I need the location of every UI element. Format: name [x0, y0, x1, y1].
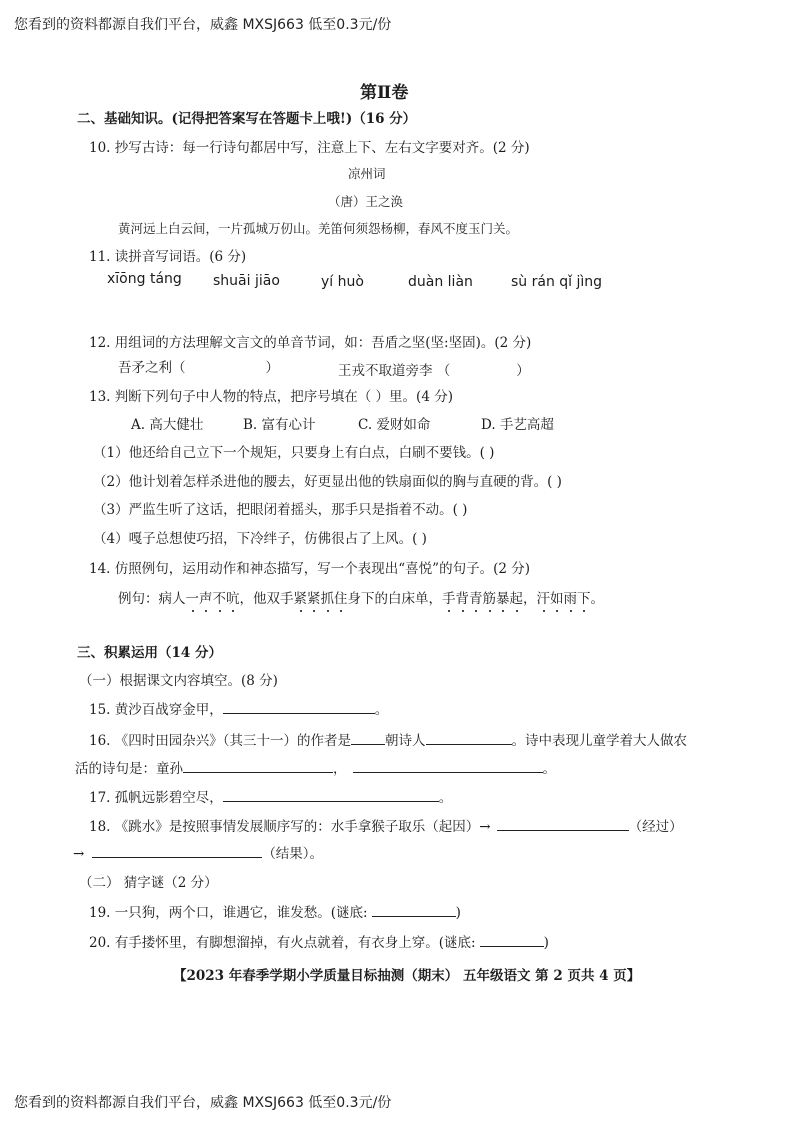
q12-item-a: [118, 356, 279, 376]
q19-end: ): [455, 905, 461, 921]
section3-part2: （二） 猜字谜（2 分）: [79, 875, 218, 891]
q14-example: [118, 587, 604, 607]
q13-option-c: C. 爱财如命: [358, 417, 431, 433]
pinyin-3: yí huò: [321, 274, 364, 290]
q16-text-a: 16. 《四时田园杂兴》（其三十一）的作者是: [89, 733, 352, 749]
q13-item-4: （4）嘎子总想使巧招，下冷绊子，仿佛很占了上风。( ): [93, 531, 427, 547]
q17-blank[interactable]: [223, 787, 439, 802]
q16-line1: [89, 729, 687, 749]
q14-text: 14. 仿照例句，运用动作和神态描写，写一个表现出“喜悦”的句子。(2 分): [89, 561, 530, 577]
section3-heading: 三、积累运用（14 分）: [77, 645, 222, 661]
poem-body: 黄河远上白云间，一片孤城万仞山。羌笛何须怨杨柳，春风不度玉门关。: [118, 221, 519, 236]
q14-example-prefix: 例句：病人: [118, 591, 186, 607]
q14-example-mid: ，他双手: [239, 591, 294, 607]
q16-blank-line1[interactable]: [183, 758, 333, 773]
q19-text: 19. 一只狗，两个口，谁遇它，谁发愁。(谜底:: [89, 905, 368, 921]
q20-text: 20. 有手搂怀里，有脚想溜掉，有火点就着，有衣身上穿。(谜底:: [89, 935, 476, 951]
q18-text: 18. 《跳水》是按照事情发展顺序写的：水手拿猴子取乐（起因）→: [89, 819, 491, 835]
q12-item-b-label: 王戎不取道旁李 （: [338, 363, 451, 379]
q16-line2-c: 。: [542, 761, 556, 777]
q14-example-mid3: ，: [523, 591, 537, 607]
page-footer: 【2023 年春季学期小学质量目标抽测（期末） 五年级语文 第 2 页共 4 页】: [173, 968, 641, 984]
q16-blank-dynasty[interactable]: [351, 730, 385, 745]
q17-text: 17. 孤帆远影碧空尽，: [89, 790, 223, 806]
q11-text: 11. 读拼音写词语。(6 分): [89, 249, 247, 265]
pinyin-2: shuāi jiāo: [213, 273, 280, 289]
pinyin-4: duàn liàn: [408, 274, 473, 290]
q18-blank-result[interactable]: [92, 843, 262, 858]
q19: [89, 901, 461, 921]
q16-blank-poet[interactable]: [426, 730, 512, 745]
section3-part1: （一）根据课文内容填空。(8 分): [79, 673, 278, 689]
q10-text: 10. 抄写古诗：每一行诗句都居中写，注意上下、左右文字要对齐。(2 分): [89, 140, 530, 156]
volume-title: 第Ⅱ卷: [360, 83, 409, 103]
q12-item-b-close: ）: [516, 363, 530, 379]
q15-end: 。: [374, 702, 389, 718]
q13-text: 13. 判断下列句子中人物的特点，把序号填在（ ）里。(4 分): [89, 389, 453, 405]
q15-blank[interactable]: [223, 699, 375, 714]
q18-line2-end: （结果）。: [262, 846, 324, 862]
q12-item-a-label: 吾矛之利（: [118, 360, 186, 376]
q15-text: 15. 黄沙百战穿金甲，: [89, 702, 223, 718]
section2-heading: 二、基础知识。(记得把答案写在答题卡上哦!)（16 分）: [77, 111, 417, 127]
q13-option-d: D. 手艺高超: [481, 417, 554, 433]
q20: [89, 931, 549, 951]
q13-item-3: （3）严监生听了这话，把眼闭着摇头，那手只是指着不动。( ): [93, 502, 468, 518]
q12-item-b: [338, 359, 530, 379]
q20-blank[interactable]: [480, 932, 544, 947]
q16-line2-a: 活的诗句是：童孙: [75, 761, 183, 777]
q14-dotted-1: 一声不吭: [185, 591, 240, 607]
q16-line2: [75, 757, 556, 777]
q19-blank[interactable]: [372, 902, 456, 917]
q14-example-mid2: 身下的白床单，: [347, 591, 442, 607]
q16-text-b: 朝诗人: [385, 733, 426, 749]
q14-dotted-3: 手背青筋暴起: [442, 591, 523, 607]
q13-option-b: B. 富有心计: [243, 417, 316, 433]
watermark-top: 您看到的资料都源自我们平台，威鑫 MXSJ663 低至0.3元/份: [14, 17, 392, 33]
q20-end: ): [543, 935, 549, 951]
q18-arrow: →: [73, 846, 85, 862]
q13-item-2: （2）他计划着怎样杀进他的腰去，好更显出他的铁扇面似的胸与直硬的背。( ): [93, 474, 562, 490]
poem-title: 凉州词: [348, 166, 386, 181]
q18-line1: [89, 815, 683, 835]
q16-line2-b: ，: [333, 761, 347, 777]
q18-line2: [73, 842, 323, 862]
q14-dotted-4: 汗如雨下: [536, 591, 591, 607]
q12-item-a-close: ）: [265, 360, 279, 376]
q16-text-c: 。诗中表现儿童学着大人做农: [511, 733, 688, 749]
q17-end: 。: [438, 790, 453, 806]
q18-blank-process[interactable]: [497, 816, 629, 831]
q13-option-a: A. 高大健壮: [131, 417, 204, 433]
poem-author: （唐）王之涣: [328, 194, 404, 209]
q15: [89, 698, 388, 718]
q14-dotted-2: 紧紧抓住: [293, 591, 348, 607]
watermark-bottom: 您看到的资料都源自我们平台，威鑫 MXSJ663 低至0.3元/份: [14, 1095, 392, 1111]
q16-blank-line2[interactable]: [353, 758, 543, 773]
q18-text-end: （经过）: [628, 819, 683, 835]
pinyin-1: xīōng táng: [107, 271, 182, 287]
q12-text: 12. 用组词的方法理解文言文的单音节词，如：吾盾之坚(坚:坚固)。(2 分): [89, 335, 532, 351]
q14-example-end: 。: [590, 591, 604, 607]
pinyin-5: sù rán qǐ jìng: [511, 274, 603, 290]
q17: [89, 786, 452, 806]
q13-item-1: （1）他还给自己立下一个规矩，只要身上有白点，白刷不要钱。( ): [93, 445, 495, 461]
